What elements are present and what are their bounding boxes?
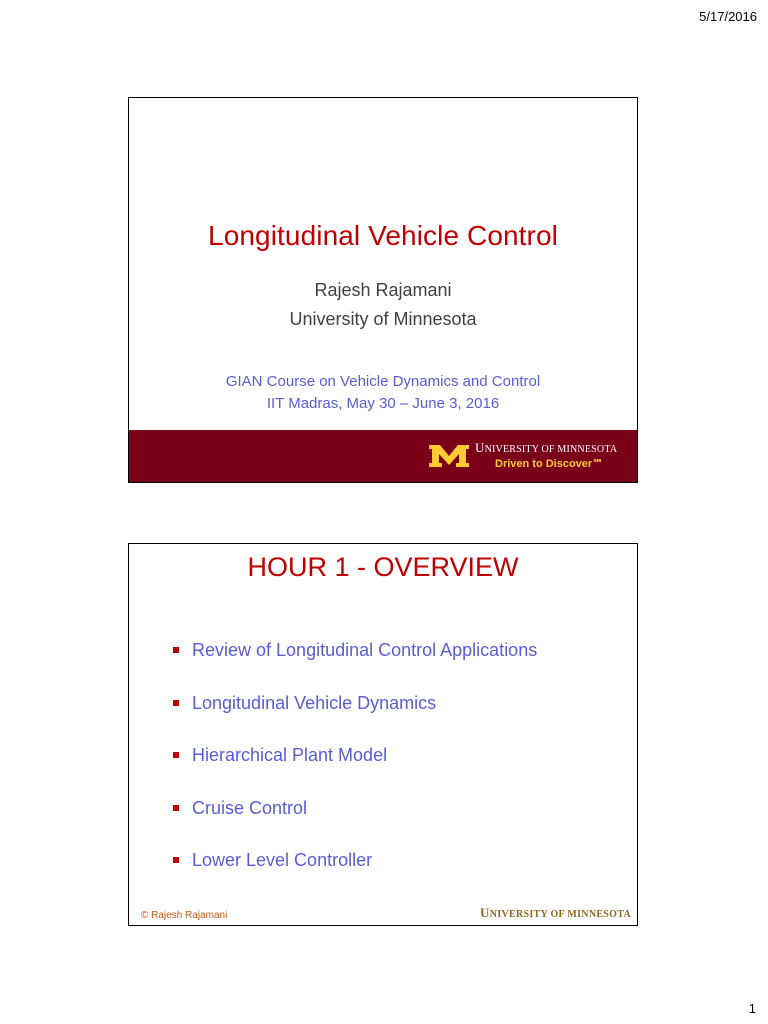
square-bullet-icon bbox=[173, 700, 179, 706]
overview-slide bbox=[128, 543, 638, 926]
page-date: 5/17/2016 bbox=[699, 9, 757, 24]
university-footer: UNIVERSITY OF MINNESOTA bbox=[480, 905, 631, 920]
bullet-item bbox=[173, 796, 537, 849]
square-bullet-icon bbox=[173, 857, 179, 863]
copyright-footer: © Rajesh Rajamani bbox=[141, 910, 228, 921]
bullet-item bbox=[173, 743, 537, 796]
bullet-item bbox=[173, 848, 537, 901]
slide-title: HOUR 1 - OVERVIEW bbox=[247, 552, 519, 582]
university-name: UNIVERSITY OF MINNESOTA bbox=[475, 440, 618, 455]
bullet-text: Review of Longitudinal Control Applications bbox=[192, 640, 538, 660]
author-affiliation: University of Minnesota bbox=[289, 309, 477, 329]
title-slide bbox=[128, 97, 638, 483]
bullet-item bbox=[173, 691, 537, 744]
bullet-text: Lower Level Controller bbox=[192, 850, 373, 870]
slide-title: Longitudinal Vehicle Control bbox=[208, 220, 558, 251]
course-venue: IIT Madras, May 30 – June 3, 2016 bbox=[266, 395, 500, 412]
course-name: GIAN Course on Vehicle Dynamics and Control bbox=[225, 373, 541, 390]
bullet-item bbox=[173, 638, 537, 691]
bullet-text: Hierarchical Plant Model bbox=[192, 745, 388, 765]
university-footer-text: NIVERSITY OF MINNESOTA bbox=[489, 909, 631, 920]
bullet-text: Cruise Control bbox=[192, 797, 308, 818]
bullet-list bbox=[173, 638, 537, 901]
square-bullet-icon bbox=[173, 647, 179, 653]
page-number: 1 bbox=[748, 1001, 756, 1016]
author-name: Rajesh Rajamani bbox=[314, 280, 452, 300]
umn-m-logo-icon bbox=[427, 443, 471, 469]
university-tagline: Driven to Discover℠ bbox=[495, 458, 604, 470]
square-bullet-icon bbox=[173, 805, 179, 811]
square-bullet-icon bbox=[173, 752, 179, 758]
bullet-text: Longitudinal Vehicle Dynamics bbox=[192, 692, 437, 713]
university-banner bbox=[129, 430, 637, 482]
university-name-text: NIVERSITY OF MINNESOTA bbox=[484, 444, 618, 455]
